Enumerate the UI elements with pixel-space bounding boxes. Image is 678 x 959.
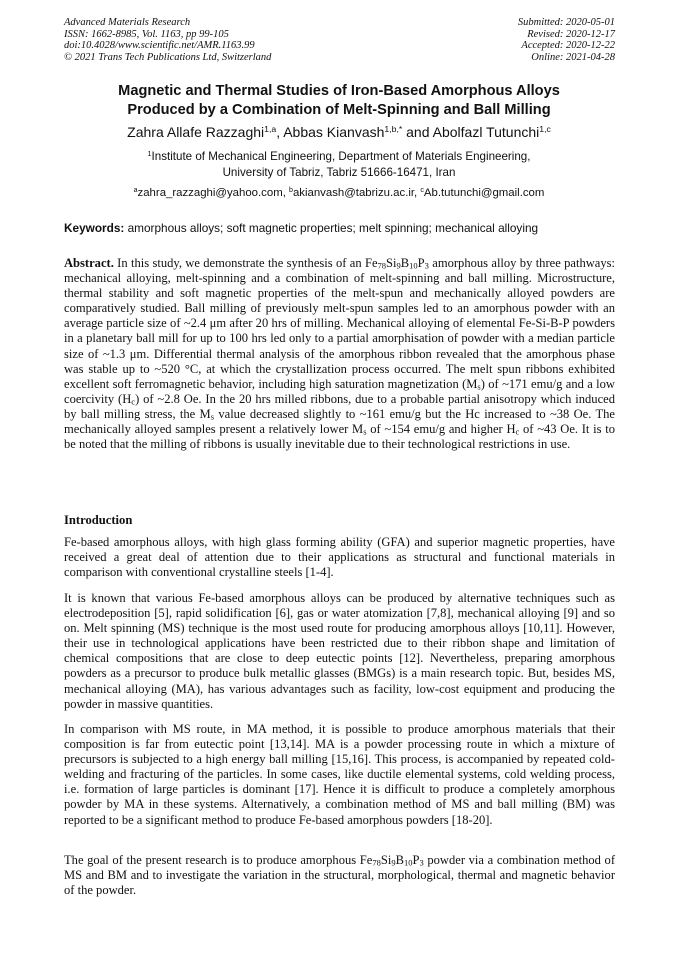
submitted-date: Submitted: 2020-05-01 xyxy=(517,17,615,28)
doi-link[interactable]: doi:10.4028/www.scientific.net/AMR.1163.99 xyxy=(64,40,255,52)
title-line-1: Magnetic and Thermal Studies of Iron-Based Amorphous Alloys xyxy=(118,83,560,99)
author-separator: and xyxy=(402,124,433,140)
paragraph-text: B xyxy=(395,853,404,867)
paragraph-text: P xyxy=(412,853,420,867)
affiliation-line-1: Institute of Mechanical Engineering, Department of Materials Engineering, xyxy=(151,150,531,163)
abstract-text: P xyxy=(417,256,425,270)
email-b[interactable]: akianvash@tabrizu.ac.ir, xyxy=(292,187,421,199)
online-date: Online: 2021-04-28 xyxy=(531,51,615,63)
abstract-text: amorphous alloy by three pathways: mechanical alloying, melt-spinning and a combination of melt-spinning and ball milling. Microstructure, thermal stability and soft magnetic properties of the melt-spun and mechanically alloyed powders are comparatively studied. Ball milling of previously melt-spun samples led to an amorphous powder with an average particle size of ~2.4 μm after 20 hrs of milling. Mechanical alloying of elemental Fe-Si-B-P powders in a planetary ball mill for up to 100 hrs led only to a partial amorphisation of powder with a median particle size of ~1.3 μm. Differential thermal analysis of the amorphous ribbon revealed that the amorphous phase was stable up to ~520 °C, at which the crystallization process occurred. The melt spun ribbons exhibited excellent soft ferromagnetic behavior, including high saturation magnetization (M xyxy=(64,256,615,391)
email-c[interactable]: Ab.tutunchi@gmail.com xyxy=(423,187,545,199)
email-a-mark: a xyxy=(133,187,138,195)
author-2-affil: 1,b,* xyxy=(384,124,403,135)
abstract-label: Abstract. xyxy=(64,256,114,270)
paragraph xyxy=(64,853,615,898)
subscript: 10 xyxy=(403,857,413,868)
abstract-text: B xyxy=(400,256,410,270)
affiliation-line-2: University of Tabriz, Tabriz 51666-16471, Iran xyxy=(222,165,456,179)
subscript: c xyxy=(131,396,136,407)
subscript: s xyxy=(363,426,367,437)
subscript: 3 xyxy=(424,260,429,271)
copyright-line: © 2021 Trans Tech Publications Ltd, Switzerland xyxy=(64,51,272,63)
journal-header-left xyxy=(64,17,271,63)
abstract-text: ) of ~171 emu/g and a low coercivity (H xyxy=(64,376,615,406)
subscript: c xyxy=(515,426,520,437)
keywords xyxy=(64,221,616,235)
section-heading-introduction: Introduction xyxy=(64,513,133,527)
paragraph-text: Si xyxy=(380,853,392,867)
author-1-affil: 1,a xyxy=(264,124,277,135)
journal-name: Advanced Materials Research xyxy=(64,17,191,28)
email-a[interactable]: zahra_razzaghi@yahoo.com, xyxy=(137,187,290,199)
abstract-text: Si xyxy=(386,256,397,270)
subscript: 3 xyxy=(419,857,424,868)
keywords-label: Keywords: xyxy=(64,221,125,235)
author-separator: , xyxy=(276,124,284,140)
subscript: s xyxy=(210,411,215,422)
title-line-2: Produced by a Combination of Melt-Spinning and Ball Milling xyxy=(127,101,551,118)
abstract-text: of ~154 emu/g and higher H xyxy=(366,422,516,437)
paragraph-text: powder via a combination method of MS and BM and to investigate the variation in the structural, morphological, thermal and magnetic behavior of the powder. xyxy=(64,853,615,898)
revised-date: Revised: 2020-12-17 xyxy=(527,28,615,40)
affiliation-mark: 1 xyxy=(147,149,152,159)
author-emails xyxy=(20,186,658,200)
subscript: 9 xyxy=(391,857,396,868)
subscript: s xyxy=(477,381,481,392)
issn-line: ISSN: 1662-8985, Vol. 1163, pp 99-105 xyxy=(64,28,229,40)
subscript: 9 xyxy=(396,260,401,271)
paragraph: In comparison with MS route, in MA method, it is possible to produce amorphous materials that their composition is far from eutectic point [13,14]. MA is a powder processing route in which a mixture of precursors is subjected to a high energy ball milling [15,16]. This process, is accompanied by repeated cold-welding and fracturing of the particles. In some cases, like ductile elemental systems, cold welding process, i.e. formation of large particles is dominant [17]. Hence it is difficult to produce a completely amorphous powder by MA in these systems. Alternatively, a combination method of MS and ball milling (BM) was reported to be a significant method to produce Fe-based amorphous powders [18-20]. xyxy=(64,722,615,827)
journal-header-right xyxy=(518,17,615,63)
subscript: 78 xyxy=(377,260,387,271)
email-b-mark: b xyxy=(289,187,293,195)
author-3: Abolfazl Tutunchi xyxy=(432,124,540,140)
abstract xyxy=(64,256,615,452)
author-1: Zahra Allafe Razzaghi xyxy=(127,124,265,140)
abstract-text: In this study, we demonstrate the synthesis of an Fe xyxy=(113,256,378,270)
subscript: 10 xyxy=(409,260,418,271)
email-c-mark: c xyxy=(420,187,424,195)
paragraph: It is known that various Fe-based amorphous alloys can be produced by alternative techniques such as electrodeposition [5], rapid solidification [6], gas or water atomization [7,8], mechanical alloying [9] and so on. Melt spinning (MS) technique is the most used route for producing amorphous alloys [10,11]. However, their use in technological applications have been restricted due to their ribbon shape and limitation of chemical compositions that are close to deep eutectic points [12]. Nevertheless, preparing amorphous powders as a precursor to produce bulk metallic glasses (BMGs) is a main research topic. But, besides MS, mechanical alloying (MA), has various advantages such as facility, low-cost equipment and producing the powder in massive quantities. xyxy=(64,591,615,711)
author-2: Abbas Kianvash xyxy=(283,124,385,140)
paragraph: Fe-based amorphous alloys, with high glass forming ability (GFA) and superior magnetic properties, have received a great deal of attention due to their applications as structural and functional materials in comparison with conventional crystalline steels [1-4]. xyxy=(64,535,615,580)
paper-title xyxy=(40,82,638,119)
abstract-text: value decreased slightly to ~161 emu/g but the Hc increased to ~38 Oe. The mechanically alloyed samples present a relatively lower M xyxy=(64,406,615,437)
paragraph-text: The goal of the present research is to produce amorphous Fe xyxy=(64,853,373,867)
abstract-text: of ~43 Oe. It is to be noted that the milling of ribbons is usually inevitable due to their technological restrictions in use. xyxy=(64,422,615,452)
keywords-text: amorphous alloys; soft magnetic properties; melt spinning; mechanical alloying xyxy=(124,221,539,235)
author-list xyxy=(20,123,658,141)
affiliation xyxy=(40,149,638,180)
accepted-date: Accepted: 2020-12-22 xyxy=(521,40,615,52)
subscript: 78 xyxy=(372,857,381,868)
author-3-affil: 1,c xyxy=(539,124,551,135)
abstract-text: ) of ~2.8 Oe. In the 20 hrs milled ribbons, due to a probable partial anisotropy which induced by ball milling stress, the M xyxy=(64,391,615,421)
